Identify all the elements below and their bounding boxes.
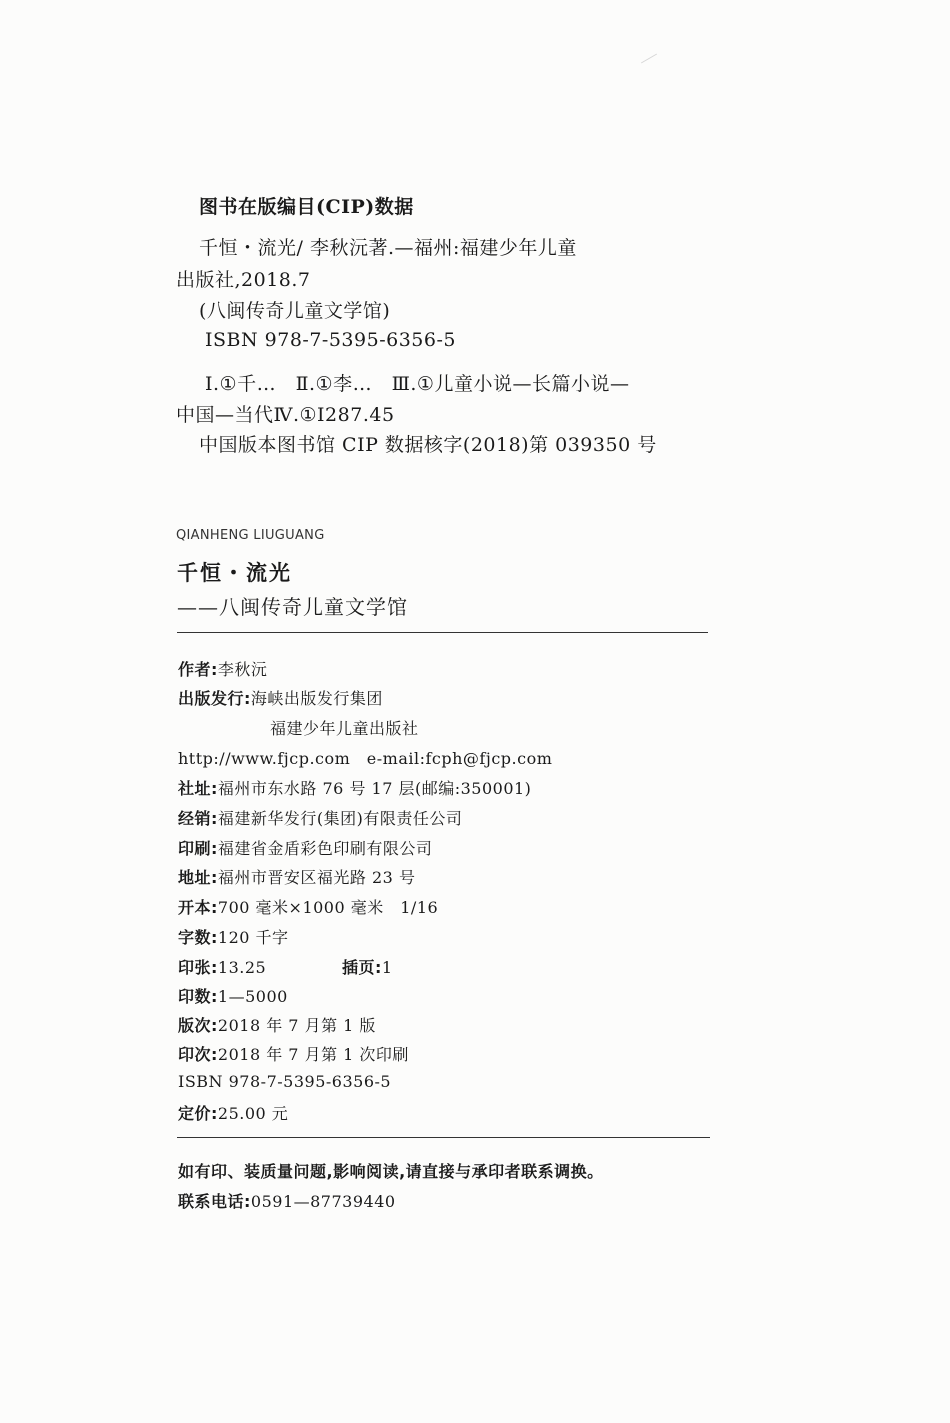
cip-line-1: 千恒・流光/ 李秋沅著.—福州:福建少年儿童	[199, 237, 577, 259]
printrun-value: 1—5000	[217, 987, 288, 1006]
book-title: 千恒・流光	[177, 560, 292, 585]
distributor-row	[178, 806, 462, 829]
divider-bottom	[177, 1137, 710, 1138]
author-row	[178, 657, 267, 680]
publisher-value-2: 福建少年儿童出版社	[270, 719, 419, 738]
publisher-value-1: 海峡出版发行集团	[250, 689, 383, 708]
web-email: http://www.fjcp.com e-mail:fcph@fjcp.com	[178, 749, 553, 768]
sheets-row	[178, 955, 266, 978]
book-pinyin: QIANHENG LIUGUANG	[176, 528, 325, 543]
sheets-label: 印张:	[178, 958, 218, 977]
printer-address-row	[178, 865, 415, 888]
sheets-value: 13.25	[217, 958, 267, 977]
price-row	[178, 1101, 288, 1124]
cip-heading: 图书在版编目(CIP)数据	[199, 196, 414, 218]
printrun-row	[178, 984, 288, 1007]
phone-value: 0591—87739440	[250, 1192, 396, 1211]
impression-label: 印次:	[178, 1045, 218, 1064]
plates-label: 插页:	[342, 958, 382, 977]
phone-label: 联系电话:	[178, 1192, 251, 1211]
publisher-label: 出版发行:	[178, 689, 251, 708]
cip-line-4: ISBN 978-7-5395-6356-5	[205, 329, 456, 351]
printer-address-label: 地址:	[178, 868, 218, 887]
publisher-row	[178, 686, 383, 709]
printer-label: 印刷:	[178, 839, 218, 858]
book-series: ——八闽传奇儿童文学馆	[177, 595, 408, 619]
distributor-label: 经销:	[178, 809, 218, 828]
cip-line-2: 出版社,2018.7	[176, 269, 311, 291]
paper-speck	[641, 54, 657, 64]
cip-line-7: 中国版本图书馆 CIP 数据核字(2018)第 039350 号	[199, 434, 657, 456]
printer-address-value: 福州市晋安区福光路 23 号	[217, 868, 416, 887]
phone-row	[178, 1189, 396, 1212]
printer-value: 福建省金盾彩色印刷有限公司	[217, 839, 433, 858]
price-value: 25.00 元	[217, 1104, 289, 1123]
author-value: 李秋沅	[217, 660, 268, 679]
cip-line-5: Ⅰ.①千… Ⅱ.①李… Ⅲ.①儿童小说—长篇小说—	[205, 373, 630, 395]
impression-value: 2018 年 7 月第 1 次印刷	[217, 1045, 409, 1064]
author-label: 作者:	[178, 660, 218, 679]
plates-row	[342, 955, 393, 978]
words-label: 字数:	[178, 928, 218, 947]
printrun-label: 印数:	[178, 987, 218, 1006]
price-label: 定价:	[178, 1104, 218, 1123]
cip-line-3: (八闽传奇儿童文学馆)	[199, 300, 391, 322]
distributor-value: 福建新华发行(集团)有限责任公司	[217, 809, 463, 828]
plates-value: 1	[381, 958, 393, 977]
impression-row	[178, 1042, 409, 1065]
format-value: 700 毫米×1000 毫米 1/16	[217, 898, 439, 917]
words-row	[178, 925, 289, 948]
address-label: 社址:	[178, 779, 218, 798]
quality-notice: 如有印、装质量问题,影响阅读,请直接与承印者联系调换。	[178, 1162, 604, 1181]
divider-top	[177, 632, 708, 633]
address-row	[178, 776, 531, 799]
format-row	[178, 895, 438, 918]
printer-row	[178, 836, 432, 859]
isbn: ISBN 978-7-5395-6356-5	[178, 1072, 392, 1091]
edition-value: 2018 年 7 月第 1 版	[217, 1016, 376, 1035]
cip-line-6: 中国—当代Ⅳ.①I287.45	[176, 404, 395, 426]
edition-label: 版次:	[178, 1016, 218, 1035]
edition-row	[178, 1013, 376, 1036]
format-label: 开本:	[178, 898, 218, 917]
address-value: 福州市东水路 76 号 17 层(邮编:350001)	[217, 779, 532, 798]
words-value: 120 千字	[217, 928, 289, 947]
